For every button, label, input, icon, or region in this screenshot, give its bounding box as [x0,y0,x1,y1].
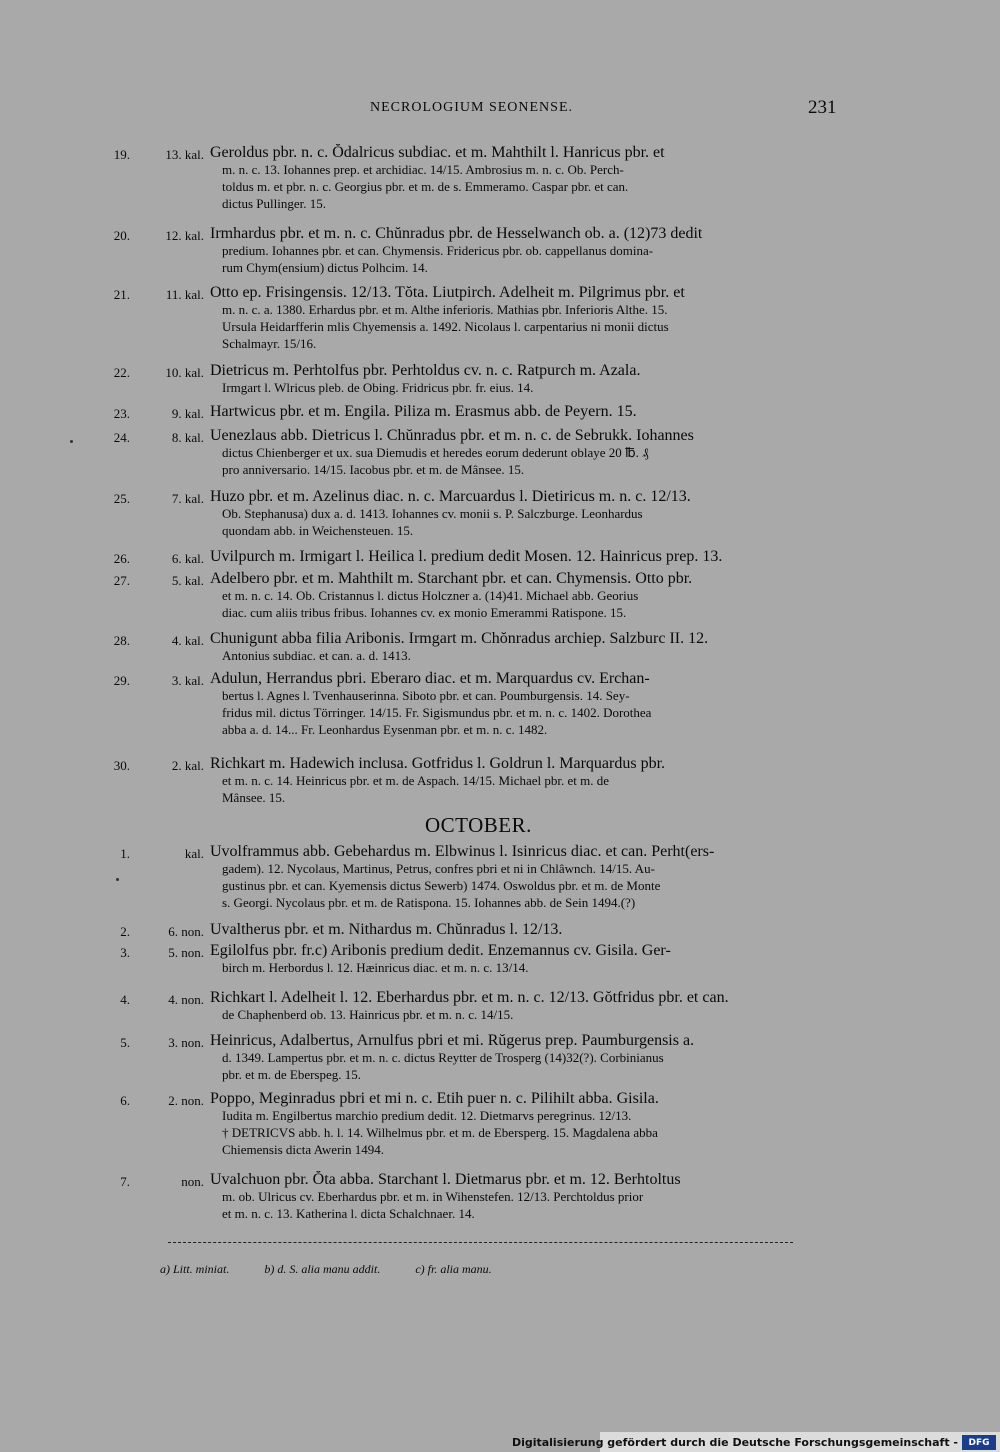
entry-line: Adulun, Herrandus pbri. Eberaro diac. et m. Marquardus cv. Erchan- [210,670,650,687]
entry-line: rum Chym(ensium) dictus Polhcim. 14. [222,260,428,275]
entry-line: Dietricus m. Perhtolfus pbr. Perhtoldus cv. n. c. Ratpurch m. Azala. [210,362,641,379]
entry-day-number: 3. [120,945,130,960]
entry-line: Hartwicus pbr. et m. Engila. Piliza m. Erasmus abb. de Peyern. 15. [210,403,637,420]
entry-line: Huzo pbr. et m. Azelinus diac. n. c. Marcuardus l. Dietiricus m. n. c. 12/13. [210,488,691,505]
entry-line: Mânsee. 15. [222,790,286,805]
entry-day-number: 4. [120,992,130,1007]
entry-day-number: 1. [120,846,130,861]
funding-text: Digitalisierung gefördert durch die Deutsche Forschungsgemeinschaft - [511,1436,958,1449]
entry-text [210,284,840,352]
entry-line: Iudita m. Engilbertus marchio predium dedit. 12. Dietmarvs peregrinus. 12/13. [222,1108,632,1123]
entry-line: d. 1349. Lampertus pbr. et m. n. c. dictus Reytter de Trosperg (14)32(?). Corbinianus [222,1050,664,1065]
entry-line: Uvilpurch m. Irmigart l. Heilica l. predium dedit Mosen. 12. Hainricus prep. 13. [210,548,723,565]
entry-text [210,427,840,478]
footnote-b: b) d. S. alia manu addit. [264,1262,381,1276]
page-number: 231 [808,97,837,118]
entry-calendar-date: 5. non. [168,945,204,960]
entry-calendar-date: 12. kal. [165,228,204,243]
entry-text [210,548,840,565]
entry-line: toldus m. et pbr. n. c. Georgius pbr. et m. de s. Emmeramo. Caspar pbr. et can. [222,179,629,194]
entry-calendar-date: kal. [184,846,204,861]
entry-line: de Chaphenberd ob. 13. Hainricus pbr. et m. n. c. 14/15. [222,1007,514,1022]
running-head [0,97,1000,122]
entry-text [210,670,840,738]
entry-day-number: 20. [113,228,130,243]
entry-calendar-date: 2. kal. [171,758,204,773]
entry-day-number: 2. [120,924,130,939]
entry-line: dictus Pullinger. 15. [222,196,326,211]
entry-line: birch m. Herbordus l. 12. Hæinricus diac. et m. n. c. 13/14. [222,960,529,975]
entry-line: et m. n. c. 14. Heinricus pbr. et m. de Aspach. 14/15. Michael pbr. et m. de [222,773,610,788]
entry-line: dictus Chienberger et ux. sua Diemudis et heredes eorum dederunt oblaye 20 ℔. ₰ [222,445,649,460]
entry-text [210,403,840,420]
entry-day-number: 19. [113,147,130,162]
entry-line: Adelbero pbr. et m. Mahthilt m. Starchant pbr. et can. Chymensis. Otto pbr. [210,570,693,587]
entry-text [210,1090,840,1158]
entry-calendar-date: 9. kal. [171,406,204,421]
entry-line: Uvolframmus abb. Gebehardus m. Elbwinus l. Isinricus diac. et can. Perht(ers- [210,843,715,860]
entry-line: † DETRICVS abb. h. l. 14. Wilhelmus pbr. et m. de Ebersperg. 15. Magdalena abba [222,1125,658,1140]
entry-day-number: 24. [113,430,130,445]
entry-line: fridus mil. dictus Törringer. 14/15. Fr. Sigismundus pbr. et m. n. c. 1402. Dorothea [222,705,652,720]
entry-day-number: 30. [113,758,130,773]
entry-calendar-date: 10. kal. [165,365,204,380]
entry-line: abba a. d. 14... Fr. Leonhardus Eysenman pbr. et m. n. c. 1482. [222,722,548,737]
entry-calendar-date: 3. non. [168,1035,204,1050]
entry-line: gustinus pbr. et can. Kyemensis dictus Sewerb) 1474. Oswoldus pbr. et m. de Monte [222,878,661,893]
entry-day-number: 25. [113,491,130,506]
entry-line: Uenezlaus abb. Dietricus l. Chŭnradus pbr. et m. n. c. de Sebrukk. Iohannes [210,427,694,444]
entry-line: Ob. Stephanusa) dux a. d. 1413. Iohannes cv. monii s. P. Salczburge. Leonhardus [222,506,643,521]
stray-mark [70,440,73,443]
entry-line: Chiemensis dicta Awerin 1494. [222,1142,385,1157]
entry-line: Richkart l. Adelheit l. 12. Eberhardus pbr. et m. n. c. 12/13. Gŏtfridus pbr. et can. [210,989,729,1006]
entry-calendar-date: 5. kal. [171,573,204,588]
entry-line: m. n. c. a. 1380. Erhardus pbr. et m. Althe inferioris. Mathias pbr. Inferioris Althe. 15. [222,302,668,317]
footnote-a: a) Litt. miniat. [160,1262,230,1276]
entry-text [210,144,840,212]
entry-text [210,1032,840,1083]
entry-line: predium. Iohannes pbr. et can. Chymensis. Fridericus pbr. ob. cappellanus domina- [222,243,654,258]
entry-text [210,755,840,806]
entry-calendar-date: 4. non. [168,992,204,1007]
entry-calendar-date: 3. kal. [171,673,204,688]
entry-day-number: 26. [113,551,130,566]
entry-line: Chunigunt abba filia Aribonis. Irmgart m. Chŏnradus archiep. Salzburc II. 12. [210,630,709,647]
dfg-logo: DFG [962,1435,996,1450]
entry-text [210,225,840,276]
entry-line: et m. n. c. 14. Ob. Cristannus l. dictus Holczner a. (14)41. Michael abb. Georius [222,588,639,603]
entry-line: Poppo, Meginradus pbri et mi n. c. Etih puer n. c. Pilihilt abba. Gisila. [210,1090,659,1107]
footnote-rule [168,1242,793,1243]
entry-day-number: 7. [120,1174,130,1189]
entry-text [210,843,840,911]
entry-text [210,362,840,396]
entry-day-number: 21. [113,287,130,302]
entry-line: Egilolfus pbr. fr.c) Aribonis predium dedit. Enzemannus cv. Gisila. Ger- [210,942,671,959]
entry-text [210,630,840,664]
entry-line: diac. cum aliis tribus fribus. Iohannes cv. ex monio Emerammi Ratispone. 15. [222,605,627,620]
entry-text [210,1171,840,1222]
entry-calendar-date: 8. kal. [171,430,204,445]
entry-calendar-date: 11. kal. [165,287,204,302]
entry-day-number: 5. [120,1035,130,1050]
entry-day-number: 6. [120,1093,130,1108]
entry-line: Richkart m. Hadewich inclusa. Gotfridus l. Goldrun l. Marquardus pbr. [210,755,666,772]
entry-line: gadem). 12. Nycolaus, Martinus, Petrus, confres pbri et ni in Chlâwnch. 14/15. Au- [222,861,655,876]
entry-calendar-date: 6. non. [168,924,204,939]
entry-text [210,989,840,1023]
entry-day-number: 28. [113,633,130,648]
entry-line: Irmhardus pbr. et m. n. c. Chŭnradus pbr. de Hesselwanch ob. a. (12)73 dedit [210,225,703,242]
entry-line: et m. n. c. 13. Katherina l. dicta Schalchnaer. 14. [222,1206,475,1221]
entry-line: Antonius subdiac. et can. a. d. 1413. [222,648,411,663]
entry-line: bertus l. Agnes l. Tvenhauserinna. Siboto pbr. et can. Poumburgensis. 14. Sey- [222,688,630,703]
entry-calendar-date: 6. kal. [171,551,204,566]
entry-calendar-date: 4. kal. [171,633,204,648]
entry-day-number: 27. [113,573,130,588]
entry-line: m. n. c. 13. Iohannes prep. et archidiac. 14/15. Ambrosius m. n. c. Ob. Perch- [222,162,624,177]
entry-day-number: 29. [113,673,130,688]
entry-line: Uvalchuon pbr. Ŏta abba. Starchant l. Dietmarus pbr. et m. 12. Berhtoltus [210,1171,681,1188]
entry-text [210,488,840,539]
entry-day-number: 23. [113,406,130,421]
footnote-c: c) fr. alia manu. [415,1262,492,1276]
entry-text [210,570,840,621]
page-title: NECROLOGIUM SEONENSE. [370,100,573,115]
footnotes [160,1262,524,1277]
entry-line: pbr. et m. de Eberspeg. 15. [222,1067,361,1082]
stray-mark [116,878,119,881]
entry-line: quondam abb. in Weichensteuen. 15. [222,523,414,538]
entry-line: Otto ep. Frisingensis. 12/13. Tŏta. Liutpirch. Adelheit m. Pilgrimus pbr. et [210,284,685,301]
entry-line: Geroldus pbr. n. c. Ŏdalricus subdiac. et m. Mahthilt l. Hanricus pbr. et [210,144,665,161]
entry-calendar-date: non. [181,1174,204,1189]
entry-line: Irmgart l. Wlricus pleb. de Obing. Fridricus pbr. fr. eius. 14. [222,380,534,395]
entry-text [210,942,840,976]
entry-line: Schalmayr. 15/16. [222,336,317,351]
month-heading: OCTOBER. [425,813,532,837]
entry-line: pro anniversario. 14/15. Iacobus pbr. et m. de Mânsee. 15. [222,462,525,477]
entry-line: Heinricus, Adalbertus, Arnulfus pbri et mi. Rŭgerus prep. Paumburgensis a. [210,1032,695,1049]
entry-line: m. ob. Ulricus cv. Eberhardus pbr. et m. in Wihenstefen. 12/13. Perchtoldus prior [222,1189,644,1204]
entry-line: s. Georgi. Nycolaus pbr. et m. de Ratispona. 15. Iohannes abb. de Sein 1494.(?) [222,895,636,910]
entry-calendar-date: 13. kal. [165,147,204,162]
entry-line: Uvaltherus pbr. et m. Nithardus m. Chŭnradus l. 12/13. [210,921,563,938]
entry-calendar-date: 2. non. [168,1093,204,1108]
entry-text [210,921,840,938]
entry-day-number: 22. [113,365,130,380]
entry-calendar-date: 7. kal. [171,491,204,506]
entry-line: Ursula Heidarfferin mlis Chyemensis a. 1492. Nicolaus l. carpentarius ni monii dictus [222,319,669,334]
